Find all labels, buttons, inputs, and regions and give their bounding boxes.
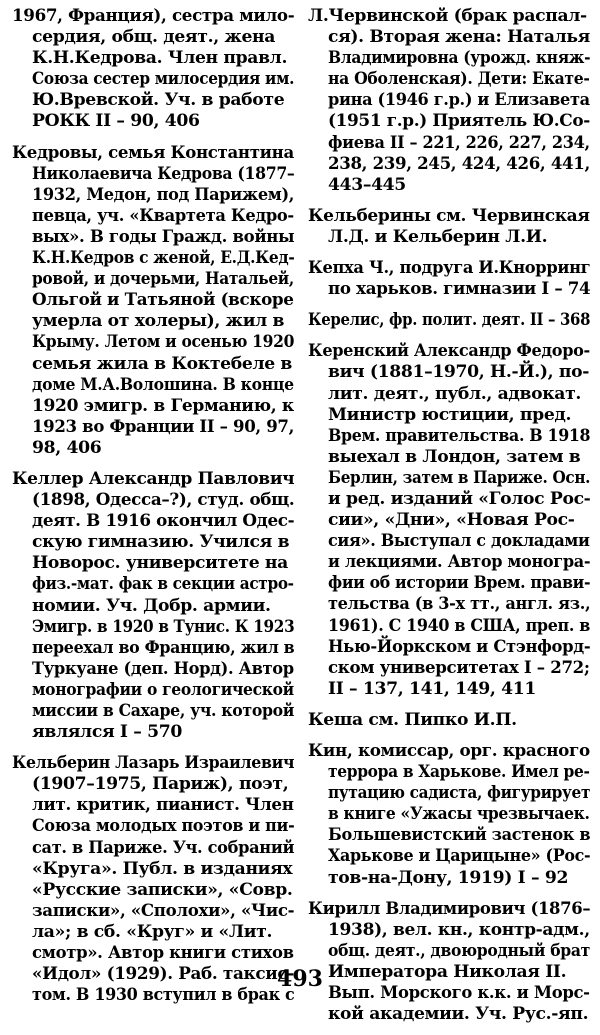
entry-heading-line: Керенский Александр Федоро- [308,341,590,362]
entry-text-line: сия». Выступал с докладами [328,531,590,552]
entry-text-line: Харькове и Царицыне» (Рос- [328,846,591,867]
entry-text-line: записки», «Сполохи», «Чис- [32,900,295,921]
entry-text-line: «Идол» (1929). Раб. таксис- [32,964,294,985]
entry-text-line: Владимировна (урожд. княж- [328,48,591,69]
index-entry [308,341,590,700]
index-entry [308,741,590,889]
entry-text-line: ла»; в сб. «Круг» и «Лит. [32,921,273,942]
entry-text-line: Ольгой и Татьяной (вскоре [32,290,294,311]
entry-text-line: Л.Д. и Кельберин Л.И. [328,226,548,247]
index-entry [12,469,294,743]
index-entry [308,710,590,731]
entry-text-line: доме М.А.Волошина. В конце [32,374,294,395]
entry-text-line: 98, 406 [32,437,102,458]
entry-text-line: певца, уч. «Квартета Кедро- [32,205,294,226]
entry-text-line: сердия, общ. деят., жена [32,27,276,48]
entry-text-line: по харьков. гимназии I – 74 [328,279,591,300]
entry-text-line: Крыму. Летом и осенью 1920 [32,332,295,353]
entry-text-line: рина (1946 г.р.) и Елизавета [328,90,590,111]
entry-text-line: монографии о геологической [32,679,294,700]
entry-text-line: «Круга». Публ. в изданиях [32,858,293,879]
entry-text-line: том. В 1930 вступил в брак с [32,985,295,1006]
right-column [308,6,590,1035]
entry-text-line: «Русские записки», «Совр. [32,879,293,900]
entry-text-line: выехал в Лондон, затем в [328,446,581,467]
entry-heading-line: Кирилл Владимирович (1876– [308,898,591,919]
entry-text-line: Врем. правительства. В 1918 [328,425,591,446]
entry-text-line: вых». В годы Гражд. войны [32,226,295,247]
entry-text-line: ся). Вторая жена: Наталья [328,27,590,48]
entry-text-line: К.Н.Кедрова. Член правл. [32,48,288,69]
entry-text-line: 1961). С 1940 в США, преп. в [328,615,591,636]
entry-text-line: кой академии. Уч. Рус.-яп. [328,1004,589,1025]
entry-text-line: номии. Уч. Добр. армии. [32,595,271,616]
index-entry [12,143,294,459]
entry-text-line: сии», «Дни», «Новая Рос- [328,510,575,531]
entry-text-line: 1938), вел. кн., контр-адм., [328,919,590,940]
entry-text-line: являлся I – 570 [32,722,182,743]
entry-heading-line: Кин, комиссар, орг. красного [308,741,590,761]
entry-text-line: деят. В 1916 окончил Одес- [32,511,295,532]
entry-heading-line: Кеша см. Пипко И.П. [308,709,517,730]
entry-text-line: Министр юстиции, пред. [328,404,572,425]
entry-text-line: Новорос. университете на [32,553,288,574]
entry-text-line: Эмигр. в 1920 в Тунис. К 1923 [32,616,295,637]
entry-heading-line: Кедровы, семья Константина [12,142,294,163]
entry-text-line: лит. критик, пианист. Член [32,795,294,816]
entry-text-line: тельства (в 3-х тт., англ. яз., [328,594,591,615]
entry-text-line: 238, 239, 245, 424, 426, 441, [328,153,590,174]
entry-text-line: 1920 эмигр. в Германию, к [32,395,294,416]
entry-heading-line: Кепха Ч., подруга И.Кнорринг [308,258,591,279]
entry-text-line: ском университетах I – 272; [328,657,590,678]
entry-text-line: Вып. Морского к.к. и Морс- [328,983,590,1004]
entry-text-line: вич (1881–1970, Н.-Й.), по- [328,362,590,383]
index-entry [308,6,590,196]
entry-text-line: Императора Николая II. [328,961,567,982]
entry-text-line: Ю.Вревской. Уч. в работе [32,90,285,111]
entry-text-line: фии об истории Врем. прави- [328,573,591,594]
entry-text-line: и ред. изданий «Голос Рос- [328,488,591,509]
entry-text-line: террора в Харькове. Имел ре- [328,762,590,783]
entry-heading-line: Кельберины см. Червинская [308,205,590,226]
entry-text-line: Берлин, затем в Париже. Осн. [328,467,591,488]
entry-text-line: общ. деят., двоюродный брат [328,940,590,961]
entry-text-line: Союза молодых поэтов и пи- [32,816,295,837]
index-entry [12,6,294,133]
page-number: 493 [277,966,323,992]
entry-heading-line: 1967, Франция), сестра мило- [12,6,295,26]
entry-text-line: 1923 во Франции II – 90, 97, [32,416,295,437]
index-entry [308,899,590,1026]
entry-text-line: Нью-Йоркском и Стэнфорд- [328,636,591,657]
entry-heading-line: Керелис, фр. полит. деят. II – 368 [308,310,591,331]
entry-text-line: переехал во Францию, жил в [32,637,295,658]
entry-heading-line: Келлер Александр Павлович [12,468,295,489]
entry-text-line: (1907–1975, Париж), поэт, [32,774,289,795]
entry-text-line: ровой, и дочерьми, Натальей, [32,269,294,290]
entry-text-line: сат. в Париже. Уч. собраний [32,837,295,858]
entry-text-line: РОКК II – 90, 406 [32,111,200,132]
left-column [12,6,294,1016]
entry-text-line: скую гимназию. Учился в [32,532,290,553]
entry-text-line: в книге «Ужасы чрезвычаек. [328,804,590,825]
entry-heading-line: Кельберин Лазарь Израилевич [12,753,295,774]
entry-text-line: (1898, Одесса–?), студ. общ. [32,490,295,511]
entry-text-line: 1932, Медон, под Парижем), [32,184,295,205]
entry-text-line: Союза сестер милосердия им. [32,69,295,90]
entry-text-line: на Оболенская). Дети: Екате- [328,69,590,90]
index-entry [308,206,590,248]
entry-text-line: физ.-мат. фак в секции астро- [32,574,294,595]
entry-text-line: 443–445 [328,174,406,195]
entry-text-line: Туркуане (деп. Норд). Автор [32,658,294,679]
entry-text-line: К.Н.Кедров с женой, Е.Д.Кед- [32,248,295,269]
entry-text-line: смотр». Автор книги стихов [32,943,294,964]
entry-text-line: фиева II – 221, 226, 227, 234, [328,132,590,153]
entry-text-line: тов-на-Дону, 1919) I – 92 [328,867,569,888]
index-entry [308,310,590,331]
entry-text-line: Николаевича Кедрова (1877– [32,163,295,184]
entry-text-line: и лекциями. Автор моногра- [328,552,591,573]
entry-text-line: умерла от холеры), жил в [32,311,285,332]
entry-text-line: лит. деят., публ., адвокат. [328,383,582,404]
entry-text-line: путацию садиста, фигурирует [328,783,591,804]
entry-heading-line: Л.Червинской (брак распал- [308,6,587,26]
entry-text-line: II – 137, 141, 149, 411 [328,678,537,699]
entry-text-line: Большевистский застенок в [328,825,591,846]
entry-text-line: (1951 г.р.) Приятель Ю.Со- [328,111,590,132]
index-entry [308,258,590,300]
entry-text-line: семья жила в Коктебеле в [32,353,293,374]
entry-text-line: миссии в Сахаре, уч. которой [32,701,295,721]
